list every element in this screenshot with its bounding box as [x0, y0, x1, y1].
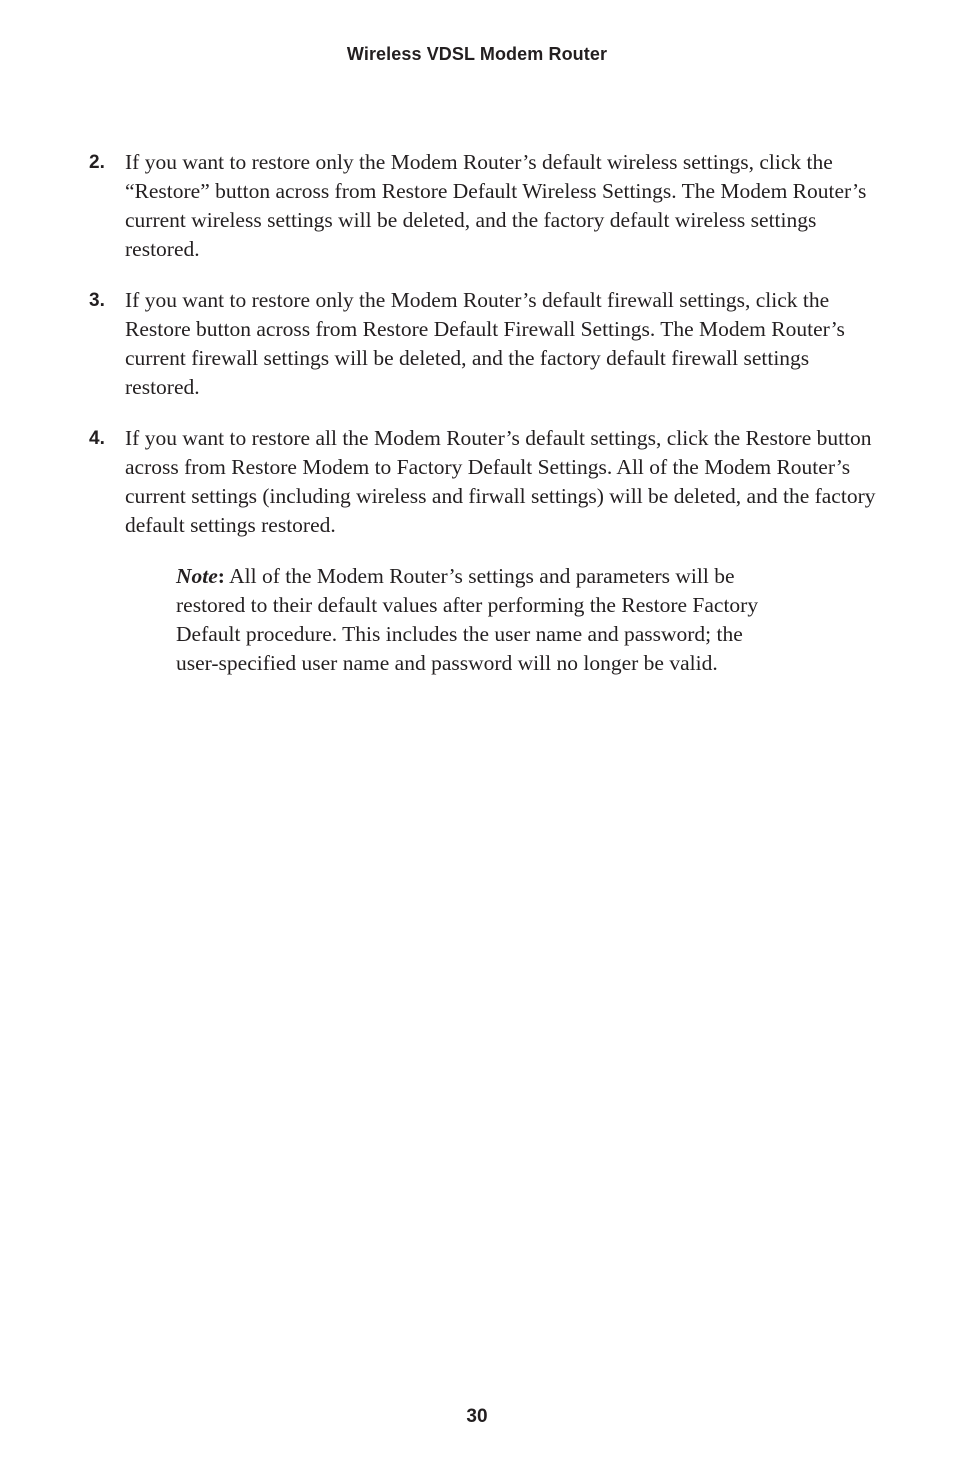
page-body: [89, 148, 879, 678]
page-number: 30: [466, 1406, 488, 1427]
note-label: Note: [176, 564, 218, 588]
note-block: [176, 562, 776, 678]
note-text: All of the Modem Router’s settings and parameters will be restored to their default values after performing the Restore Factory Default procedure. This includes the user name and password; the user-specified user name and password will no longer be valid.: [176, 564, 759, 675]
step-item: [89, 286, 879, 402]
step-number: 2.: [89, 152, 105, 173]
step-text: If you want to restore only the Modem Router’s default firewall settings, click the Restore button across from Restore Default Firewall Settings. The Modem Router’s current firewall settings will be deleted, and the factory default firewall settings restored.: [125, 288, 845, 399]
note-colon: :: [217, 564, 225, 588]
step-item: [89, 148, 879, 264]
step-text: If you want to restore only the Modem Router’s default wireless settings, click the “Restore” button across from Restore Default Wireless Settings. The Modem Router’s current wireless settings will be deleted, and the factory default wireless settings restored.: [125, 150, 867, 261]
step-number: 4.: [89, 428, 105, 449]
step-number: 3.: [89, 290, 105, 311]
step-item: [89, 424, 879, 540]
running-header: Wireless VDSL Modem Router: [346, 44, 608, 64]
step-text: If you want to restore all the Modem Router’s default settings, click the Restore button across from Restore Modem to Factory Default Settings. All of the Modem Router’s current settings (including wireless and firwall settings) will be deleted, and the factory default settings restored.: [125, 426, 876, 537]
